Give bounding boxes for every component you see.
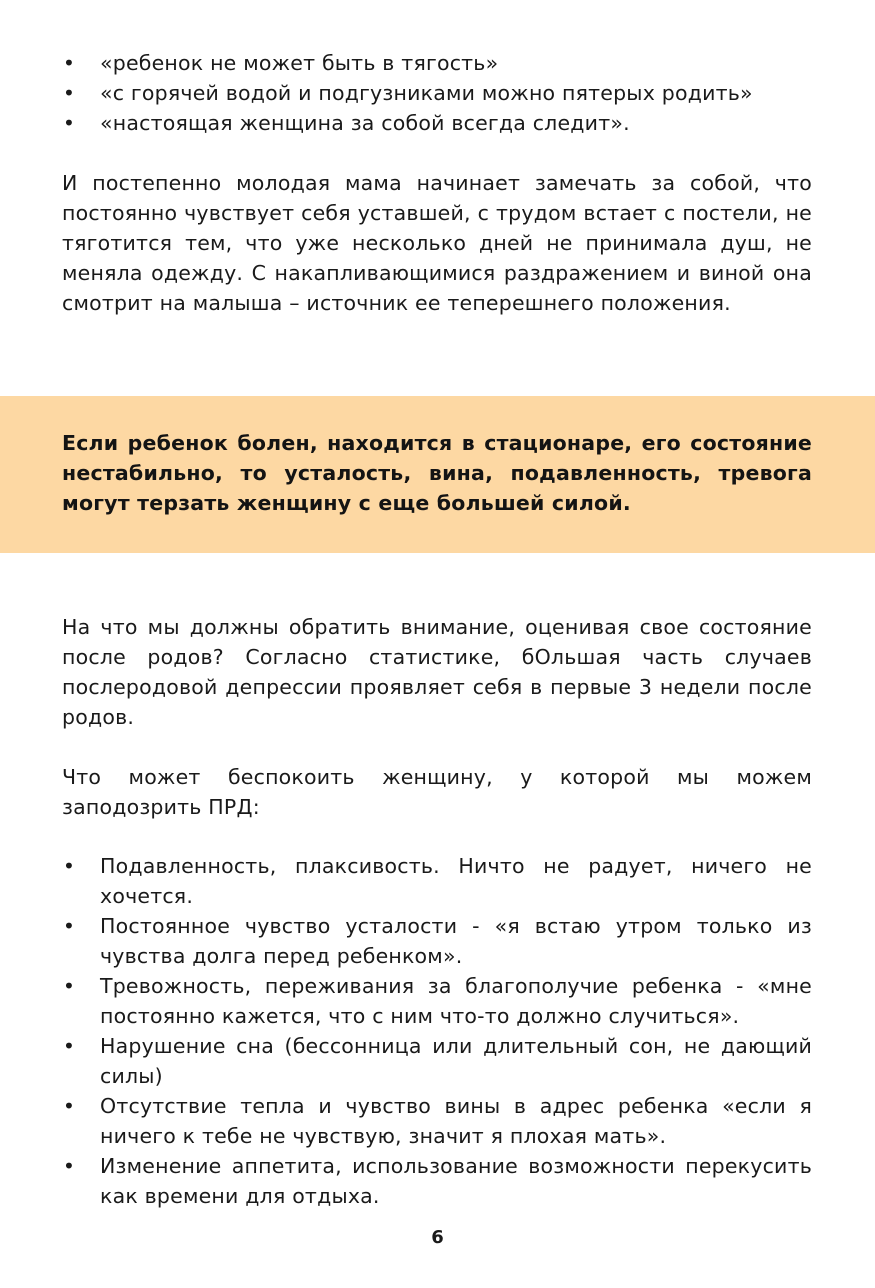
list-item-text: Изменение аппетита, использование возможности перекусить как времени для отдыха. [100,1154,812,1208]
list-item [62,971,812,1031]
list-item-text: Тревожность, переживания за благополучие ребенка - «мне постоянно кажется, что с ним что-то должно случиться». [100,974,812,1028]
bullet-icon: • [62,111,76,135]
list-item [62,108,812,138]
list-item-text: Нарушение сна (бессонница или длительный сон, не дающий силы) [100,1034,812,1088]
list-item [62,1091,812,1151]
list-item [62,1031,812,1091]
bullet-icon: • [62,81,76,105]
list-item [62,851,812,911]
paragraph-symptoms-intro: Что может беспокоить женщину, у которой мы можем заподозрить ПРД: [62,765,812,819]
bullet-icon: • [62,1094,76,1118]
list-item-text: «с горячей водой и подгузниками можно пятерых родить» [100,81,753,105]
list-item [62,78,812,108]
list-item-text: Постоянное чувство усталости - «я встаю утром только из чувства долга перед ребенком». [100,914,812,968]
paragraph-exhaustion: И постепенно молодая мама начинает замечать за собой, что постоянно чувствует себя уставшей, с трудом встает с постели, не тяготится тем, что уже несколько дней не принимала душ, не меняла одежду. С накапливающимися раздражением и виной она смотрит на малыша – источник ее теперешнего положения. [62,171,812,315]
list-item-text: Подавленность, плаксивость. Ничто не радует, ничего не хочется. [100,854,812,908]
list-item-text: «ребенок не может быть в тягость» [100,51,499,75]
symptom-bullet-list [62,851,812,1211]
bullet-icon: • [62,1034,76,1058]
paragraph-attention: На что мы должны обратить внимание, оценивая свое состояние после родов? Согласно статистике, бОльшая часть случаев послеродовой депрессии проявляет себя в первые 3 недели после родов. [62,615,812,729]
bullet-icon: • [62,914,76,938]
bullet-icon: • [62,51,76,75]
highlight-text: Если ребенок болен, находится в стационаре, его состояние нестабильно, то усталость, вина, подавленность, тревога могут терзать женщину с еще большей силой. [62,431,812,515]
bullet-icon: • [62,854,76,878]
page-number: 6 [431,1227,444,1248]
list-item [62,911,812,971]
list-item [62,48,812,78]
list-item-text: Отсутствие тепла и чувство вины в адрес ребенка «если я ничего к тебе не чувствую, значит я плохая мать». [100,1094,812,1148]
list-item-text: «настоящая женщина за собой всегда следит». [100,111,630,135]
bullet-icon: • [62,974,76,998]
bullet-icon: • [62,1154,76,1178]
intro-bullet-list [62,48,812,138]
list-item [62,1151,812,1211]
